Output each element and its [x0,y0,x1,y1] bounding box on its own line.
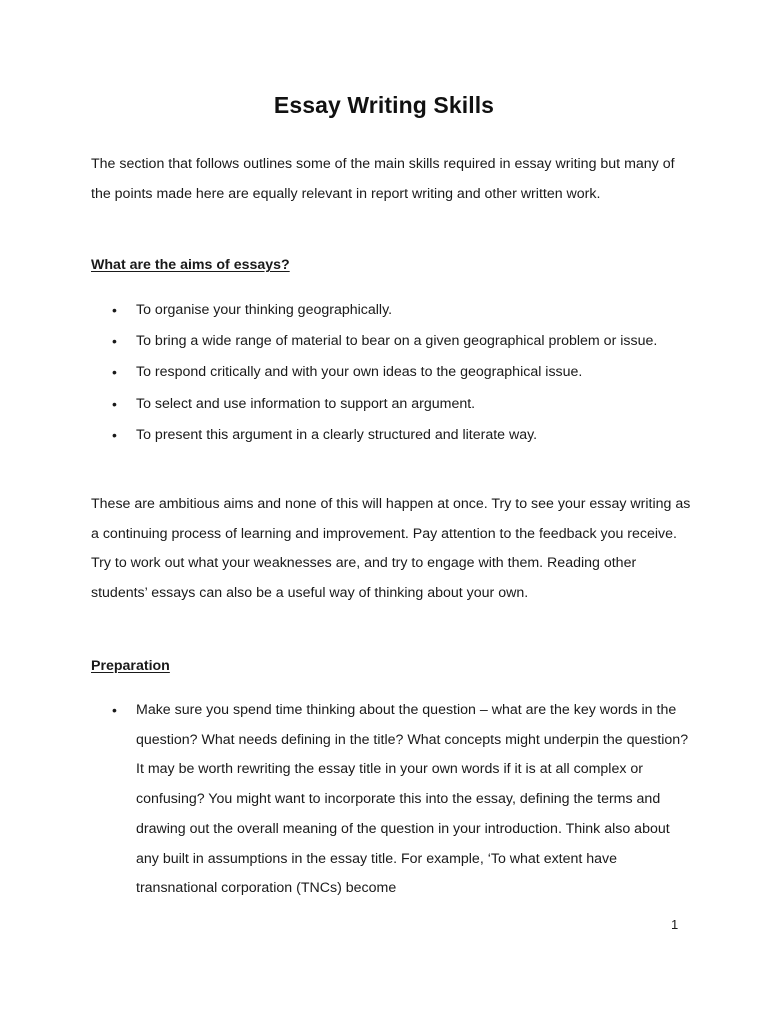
bullet-icon: • [112,333,117,350]
list-item: • Make sure you spend time thinking about the question – what are the key words in the question? What needs defining in the title? What concepts might underpin the question? It may be worth rewriting the essay title in your own words if it is at all complex or confusing? You might want to incorporate this into the essay, defining the terms and drawing out the overall meaning of the question in your introduction. Think also about any built in assumptions in the essay title. For example, ‘To what extent have transnational corporation (TNCs) become [91,696,691,904]
aims-heading: What are the aims of essays? [91,257,290,273]
aims-list [91,295,681,451]
list-item: • To organise your thinking geographically. [91,295,681,325]
document-title: Essay Writing Skills [273,92,495,118]
bullet-icon: • [112,702,117,718]
preparation-list [91,696,691,905]
intro-paragraph: The section that follows outlines some of the main skills required in essay writing but many of the points made here are equally relevant in report writing and other written work. [91,156,675,202]
aims-paragraph: These are ambitious aims and none of this will happen at once. Try to see your essay writing as a continuing process of learning and improvement. Pay attention to the feedback you receive. Try to work out what your weaknesses are, and try to engage with them. Reading other students’ essays can also be a useful way of thinking about your own. [91,496,691,602]
bullet-icon: • [112,395,117,412]
page-number: 1 [671,917,679,932]
bullet-icon: • [112,302,117,318]
list-item: • To bring a wide range of material to bear on a given geographical problem or issue. [91,326,681,356]
preparation-heading: Preparation [91,658,170,674]
bullet-icon: • [112,364,117,381]
list-item: • To select and use information to support an argument. [91,389,681,419]
list-item: • To present this argument in a clearly structured and literate way. [91,420,681,450]
list-item: • To respond critically and with your own ideas to the geographical issue. [91,357,681,387]
bullet-icon: • [112,426,117,443]
